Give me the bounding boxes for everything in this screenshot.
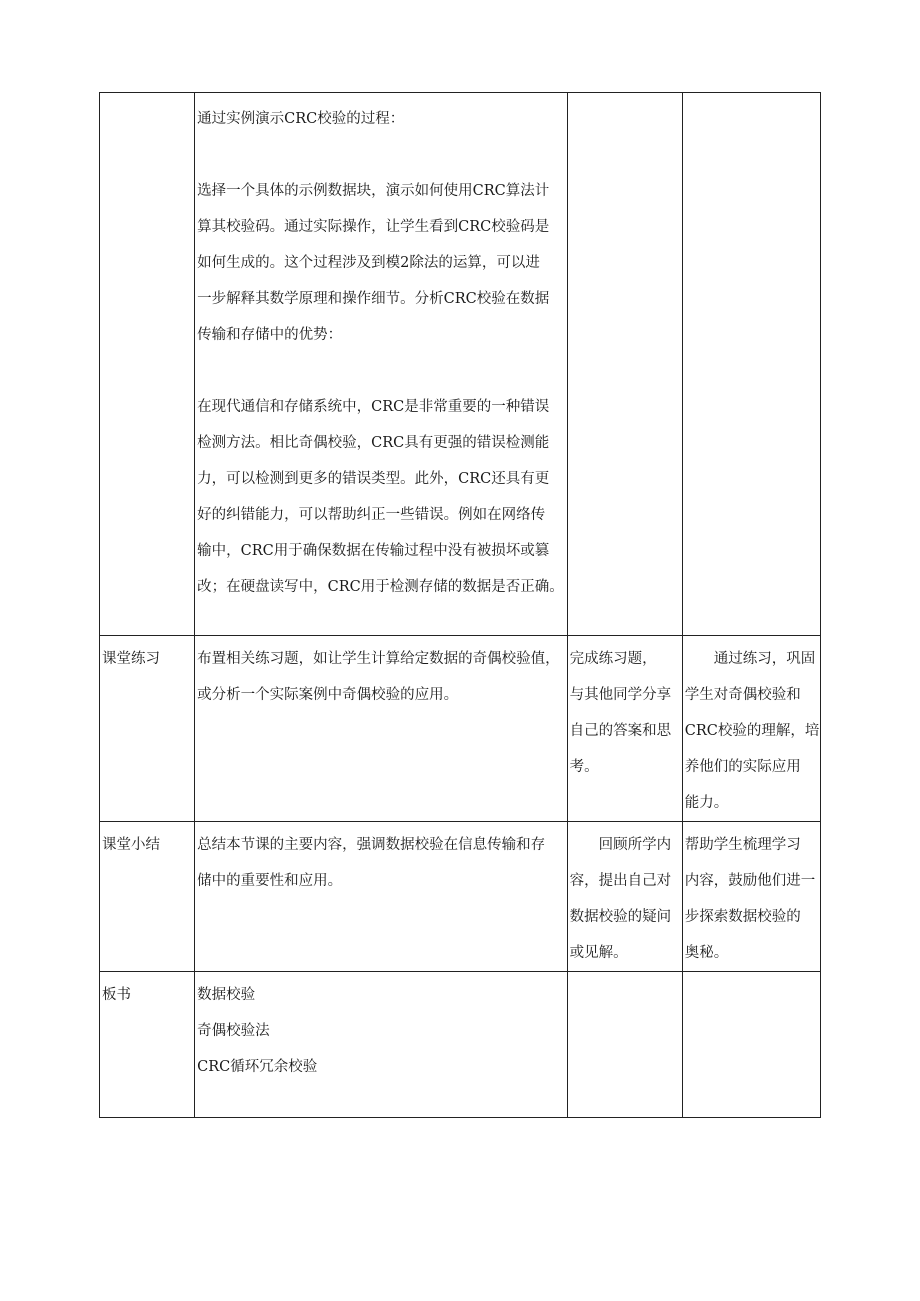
design-intent-cell bbox=[682, 93, 820, 636]
row-label-cell bbox=[100, 972, 195, 1118]
content-line: 算其校验码。通过实际操作，让学生看到CRC校验码是 bbox=[197, 219, 550, 235]
content-line: 如何生成的。这个过程涉及到模2除法的运算，可以进 bbox=[197, 255, 540, 271]
content-line: 一步解释其数学原理和操作细节。分析CRC校验在数据 bbox=[197, 291, 550, 307]
student-line: 回顾所学内 bbox=[598, 837, 672, 853]
content-line: 总结本节课的主要内容，强调数据校验在信息传输和存 bbox=[197, 837, 546, 853]
content-line: 选择一个具体的示例数据块，演示如何使用CRC算法计 bbox=[197, 183, 550, 199]
content-line: CRC循环冗余校验 bbox=[197, 1059, 318, 1075]
content-line: 输中，CRC用于确保数据在传输过程中没有被损坏或篡 bbox=[197, 543, 550, 559]
student-activity-cell bbox=[567, 822, 682, 972]
content-line: 奇偶校验法 bbox=[197, 1023, 270, 1039]
design-intent-cell bbox=[682, 636, 820, 822]
table-row-practice bbox=[100, 636, 821, 822]
student-line: 完成练习题， bbox=[569, 651, 657, 667]
intent-line: 帮助学生梳理学习 bbox=[684, 837, 801, 853]
teaching-content-cell bbox=[195, 972, 568, 1118]
student-line: 与其他同学分享 bbox=[569, 687, 672, 703]
content-line: 好的纠错能力，可以帮助纠正一些错误。例如在网络传 bbox=[197, 507, 546, 523]
intent-line: 养他们的实际应用 bbox=[684, 759, 801, 775]
design-intent-cell bbox=[682, 972, 820, 1118]
table-row-summary bbox=[100, 822, 821, 972]
student-activity-cell bbox=[567, 636, 682, 822]
content-line: 数据校验 bbox=[197, 987, 256, 1003]
row-label-cell bbox=[100, 93, 195, 636]
content-line: 通过实例演示CRC校验的过程： bbox=[197, 111, 405, 127]
teaching-content-cell bbox=[195, 822, 568, 972]
student-activity-cell bbox=[567, 93, 682, 636]
student-line: 自己的答案和思 bbox=[569, 723, 672, 739]
table-row-blackboard bbox=[100, 972, 821, 1118]
student-line: 考。 bbox=[569, 759, 599, 775]
content-line: 力，可以检测到更多的错误类型。此外，CRC还具有更 bbox=[197, 471, 550, 487]
intent-line: 内容，鼓励他们进一 bbox=[684, 873, 816, 889]
intent-line: 奥秘。 bbox=[684, 945, 729, 961]
content-line: 布置相关练习题，如让学生计算给定数据的奇偶校验值， bbox=[197, 651, 560, 667]
content-line: 传输和存储中的优势： bbox=[197, 327, 343, 343]
lesson-plan-table bbox=[99, 92, 821, 1118]
content-line: 改；在硬盘读写中，CRC用于检测存储的数据是否正确。 bbox=[197, 579, 564, 595]
row-label: 课堂练习 bbox=[102, 651, 160, 667]
design-intent-cell bbox=[682, 822, 820, 972]
table-row-crc-demo bbox=[100, 93, 821, 636]
content-line: 在现代通信和存储系统中，CRC是非常重要的一种错误 bbox=[197, 399, 550, 415]
content-line: 储中的重要性和应用。 bbox=[197, 873, 343, 889]
student-line: 数据校验的疑问 bbox=[569, 909, 672, 925]
student-line: 容，提出自己对 bbox=[569, 873, 672, 889]
row-label: 课堂小结 bbox=[102, 837, 160, 853]
row-label-cell bbox=[100, 636, 195, 822]
intent-line: 能力。 bbox=[684, 795, 729, 811]
row-label: 板书 bbox=[102, 987, 131, 1003]
intent-line: 学生对奇偶校验和 bbox=[684, 687, 801, 703]
teaching-content-cell bbox=[195, 93, 568, 636]
teaching-content-cell bbox=[195, 636, 568, 822]
student-activity-cell bbox=[567, 972, 682, 1118]
content-line: 或分析一个实际案例中奇偶校验的应用。 bbox=[197, 687, 459, 703]
intent-line: CRC校验的理解，培 bbox=[684, 723, 820, 739]
intent-line: 步探索数据校验的 bbox=[684, 909, 801, 925]
intent-line: 通过练习，巩固 bbox=[713, 651, 816, 667]
row-label-cell bbox=[100, 822, 195, 972]
content-line: 检测方法。相比奇偶校验，CRC具有更强的错误检测能 bbox=[197, 435, 550, 451]
student-line: 或见解。 bbox=[569, 945, 628, 961]
